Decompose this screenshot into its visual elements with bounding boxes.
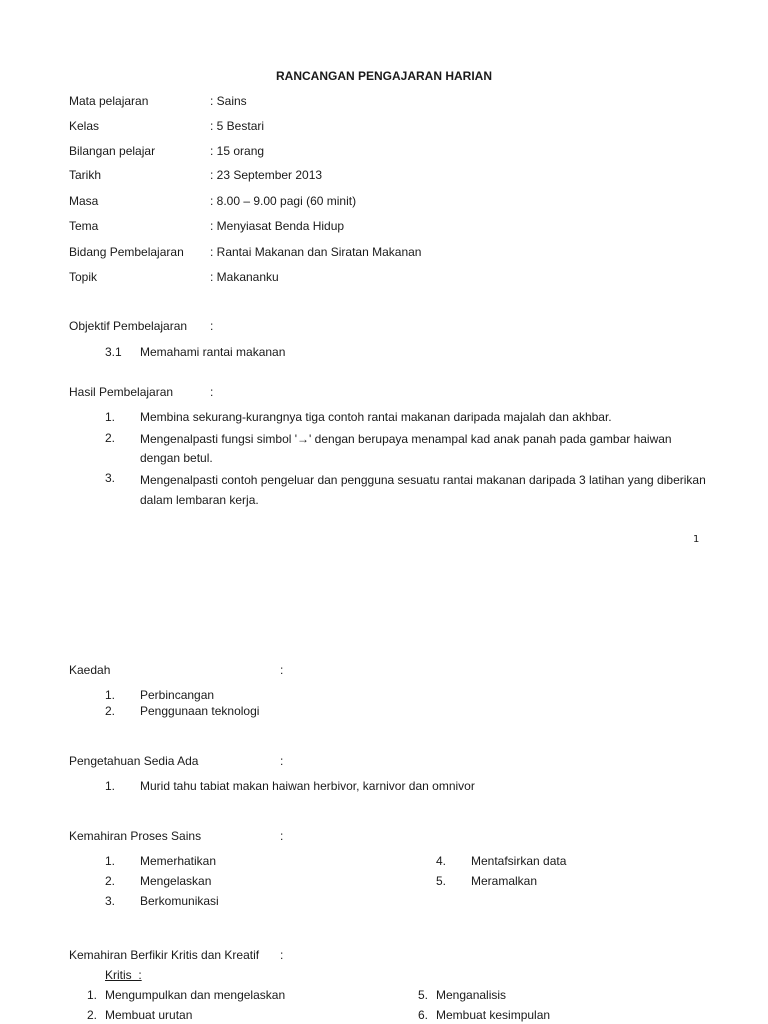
- list-item: Meramalkan: [471, 874, 538, 888]
- hasil-colon: :: [210, 385, 214, 399]
- list-item: Membuat urutan: [105, 1008, 193, 1022]
- list-item: Murid tahu tabiat makan haiwan herbivor, karnivor dan omnivor: [140, 779, 475, 793]
- list-number: 2.: [105, 874, 116, 888]
- info-label: Tarikh: [69, 168, 102, 182]
- list-number: 1.: [105, 779, 116, 793]
- info-label: Topik: [69, 270, 98, 284]
- list-number: 3.1: [105, 345, 122, 359]
- list-number: 4.: [436, 854, 447, 868]
- info-value: : 8.00 – 9.00 pagi (60 minit): [210, 194, 357, 208]
- kritis-subheading: Kritis :: [105, 968, 142, 982]
- list-number: 1.: [105, 688, 116, 702]
- info-value: : 15 orang: [210, 144, 265, 158]
- list-number: 1.: [87, 988, 98, 1002]
- list-number: 3.: [105, 894, 116, 908]
- pengetahuan-colon: :: [280, 754, 284, 768]
- list-item: Mengelaskan: [140, 874, 212, 888]
- objektif-heading: Objektif Pembelajaran: [69, 319, 188, 333]
- info-label: Kelas: [69, 119, 100, 133]
- info-value: : Sains: [210, 94, 247, 108]
- list-number: 1.: [105, 854, 116, 868]
- hasil-heading: Hasil Pembelajaran: [69, 385, 174, 399]
- info-label: Bilangan pelajar: [69, 144, 156, 158]
- objektif-colon: :: [210, 319, 214, 333]
- info-value: : 23 September 2013: [210, 168, 323, 182]
- info-value: : Menyiasat Benda Hidup: [210, 219, 345, 233]
- list-item: Mengenalpasti fungsi simbol '→' dengan berupaya menampal kad anak panah pada gambar haiwan dengan betul.: [140, 432, 672, 465]
- list-number: 5.: [436, 874, 447, 888]
- list-item: Membina sekurang-kurangnya tiga contoh rantai makanan daripada majalah dan akhbar.: [140, 410, 612, 424]
- list-item: Penggunaan teknologi: [140, 704, 260, 718]
- list-number: 6.: [418, 1008, 429, 1022]
- kemahiran-berfikir-heading: Kemahiran Berfikir Kritis dan Kreatif: [69, 948, 260, 962]
- list-item: Membuat kesimpulan: [436, 1008, 551, 1022]
- list-number: 2.: [105, 431, 116, 445]
- list-item: Berkomunikasi: [140, 894, 219, 908]
- page-number: 1: [693, 534, 700, 545]
- kemahiran-proses-colon: :: [280, 829, 284, 843]
- list-item: Memerhatikan: [140, 854, 217, 868]
- info-label: Masa: [69, 194, 99, 208]
- kemahiran-berfikir-colon: :: [280, 948, 284, 962]
- list-number: 3.: [105, 471, 116, 485]
- info-value: : 5 Bestari: [210, 119, 265, 133]
- list-item: Mengumpulkan dan mengelaskan: [105, 988, 286, 1002]
- info-value: : Makananku: [210, 270, 279, 284]
- kaedah-heading: Kaedah: [69, 663, 111, 677]
- list-item: Memahami rantai makanan: [140, 345, 286, 359]
- info-label: Bidang Pembelajaran: [69, 245, 184, 259]
- list-item: Perbincangan: [140, 688, 215, 702]
- kemahiran-proses-heading: Kemahiran Proses Sains: [69, 829, 202, 843]
- kaedah-colon: :: [280, 663, 284, 677]
- list-item: Menganalisis: [436, 988, 507, 1002]
- list-number: 2.: [105, 704, 116, 718]
- pengetahuan-heading: Pengetahuan Sedia Ada: [69, 754, 199, 768]
- list-item: Mengenalpasti contoh pengeluar dan pengguna sesuatu rantai makanan daripada 3 latihan yang diberikan dalam lembaran kerja.: [140, 473, 706, 507]
- list-item: Mentafsirkan data: [471, 854, 567, 868]
- document-title: RANCANGAN PENGAJARAN HARIAN: [275, 69, 492, 83]
- list-number: 2.: [87, 1008, 98, 1022]
- info-value: : Rantai Makanan dan Siratan Makanan: [210, 245, 422, 259]
- list-number: 5.: [418, 988, 429, 1002]
- info-label: Mata pelajaran: [69, 94, 149, 108]
- list-number: 1.: [105, 410, 116, 424]
- info-label: Tema: [69, 219, 99, 233]
